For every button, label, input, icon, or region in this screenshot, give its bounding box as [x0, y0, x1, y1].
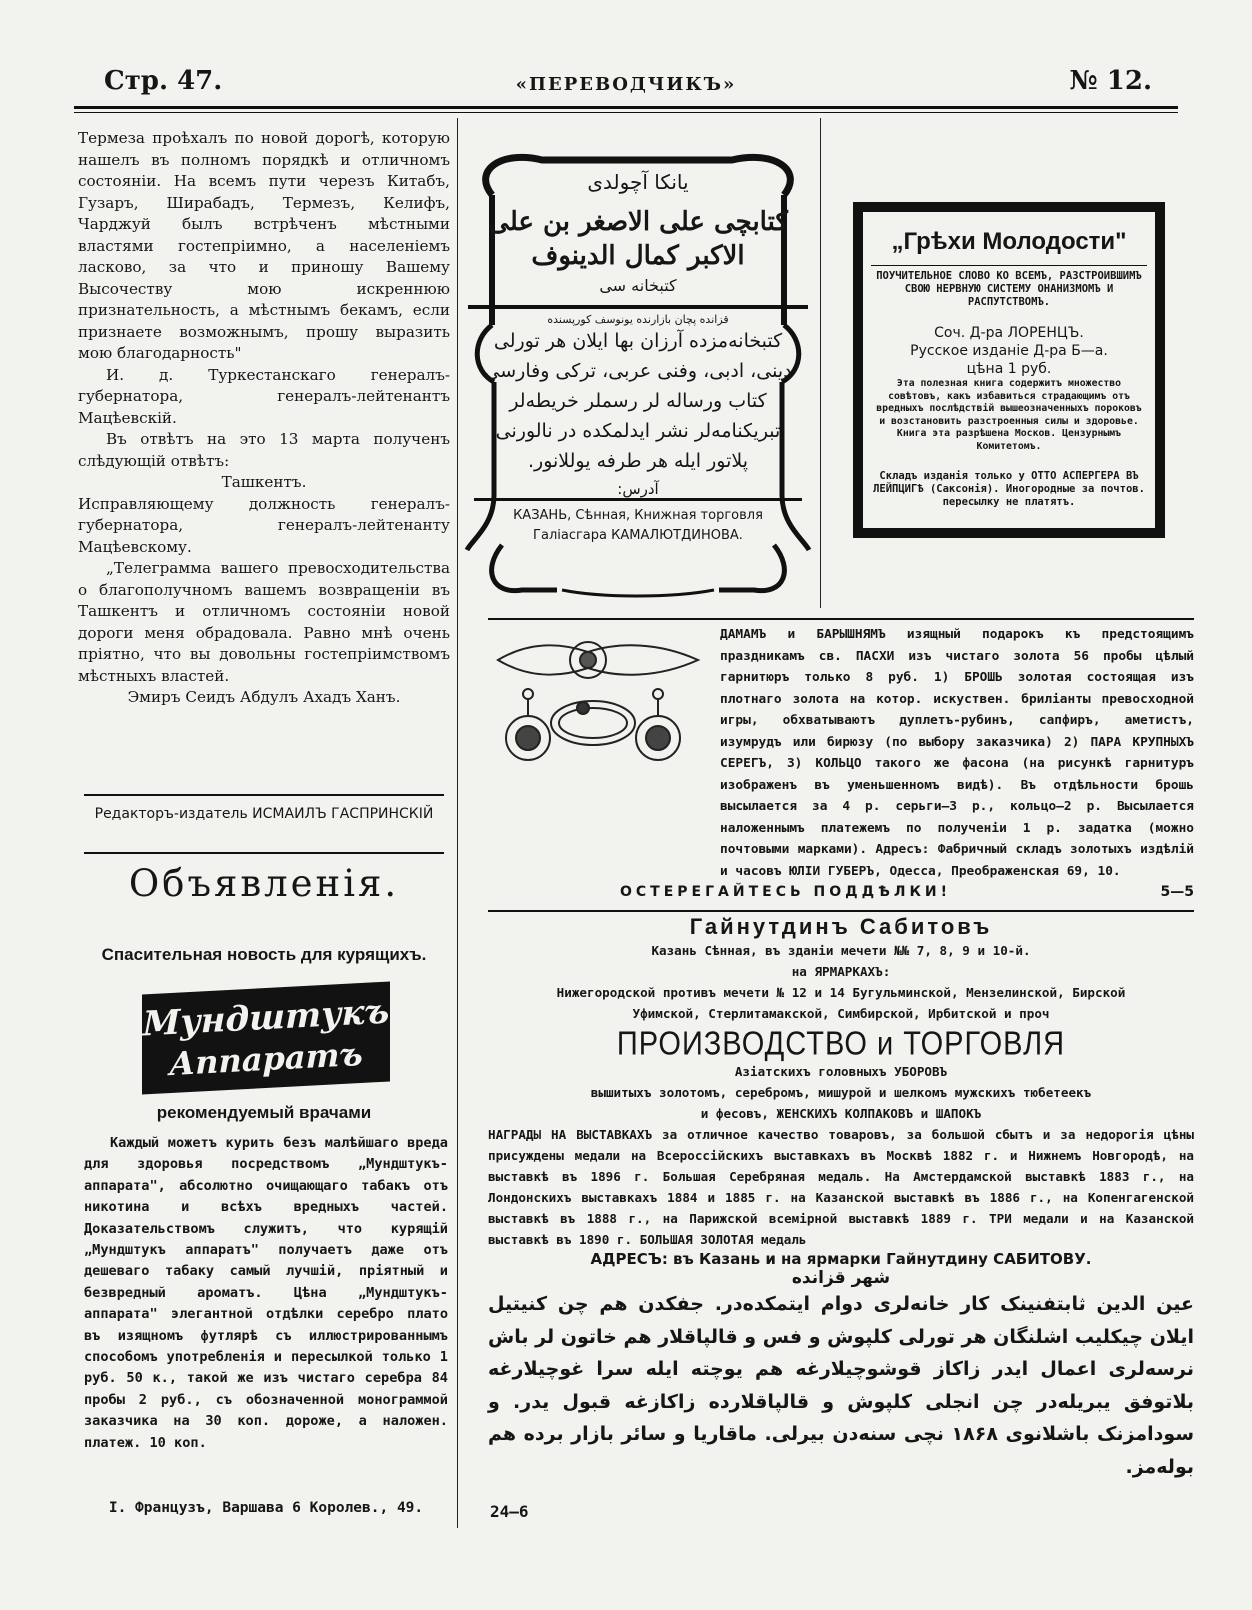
mundshtuk-text	[84, 1133, 448, 1454]
book-author-block	[863, 324, 1155, 378]
ad-counter: 24—6	[490, 1502, 529, 1521]
newspaper-title: «ПЕРЕВОДЧИКЪ»	[515, 74, 737, 95]
book-body: Эта полезная книга содержитъ множество совѣтовъ, какъ избавиться страдающимъ отъ вредныхъ послѣдствій вышеозначенныхъ пороковъ и возстановить разстроенныя силы и здоровье. Книга эта разрѣшена Москов. Цензурнымъ Комитетомъ.	[876, 378, 1142, 452]
header-rule-thin	[74, 112, 1178, 113]
telegram-text: „Телеграмма вашего превосходительства о благополучномъ вашемъ возвращеніи въ Ташкентъ и отличномъ состояніи новой дороги меня обрадовала. Равно мнѣ очень пріятно, что вы довольны гостепріимствомъ мѣстныхъ властей.	[78, 559, 450, 685]
logo-line: Аппаратъ	[169, 1034, 363, 1084]
address-line: Галіасгара КАМАЛЮТДИНОВА.	[533, 528, 743, 543]
sabitov-ad	[488, 914, 1194, 1483]
arabic-small: قزانده پچان بازارنده یونوسف کورپسنده	[547, 313, 729, 326]
book-title: „Грѣхи Молодости"	[891, 228, 1127, 255]
column-divider-right	[820, 118, 821, 608]
page-header	[100, 66, 1152, 100]
ad-line: Казань Сѣнная, въ зданіи мечети №№ 7, 8, 9 и 10-й.	[651, 943, 1031, 958]
ad-body: Каждый можетъ курить безъ малѣйшаго вреда для здоровья посредствомъ „Мундштукъ-аппарата", абсолютно очищающаго табакъ отъ никотина и всѣхъ вредныхъ частей. Доказательствомъ служитъ, что курящій „Мундштукъ аппаратъ" получаетъ даже отъ дешеваго табаку самый лучшій, пріятный и безвредный ароматъ. Цѣна „Мундштукъ-аппарата" элегантной отдѣлки серебро плато въ изящномъ футлярѣ съ иллюстрированнымъ способомъ употребленія и пересылкой только 1 руб. 50 к., такой же изъ чистаго серебра 84 пробы 2 руб., съ обозначенной монограммой заказчика на 30 коп. дороже, а наложен. платеж. 10 коп.	[84, 1135, 448, 1451]
jewelry-body: ДАМАМЪ и БАРЫШНЯМЪ изящный подарокъ къ предстоящимъ праздникамъ св. ПАСХИ изъ чистаго золота 56 пробы цѣлый гарнитюръ только 8 руб. 1) БРОШЬ золотая состоящая изъ плотнаго золота на котор. искуствен. бриліанты превосходной игры, обхватываютъ дуплетъ-рубинъ, сапфиръ, аметистъ, изумрудъ или бирюзу (по выбору заказчика) 2) ПАРА КРУПНЫХЪ СЕРЕГЪ, 3) КОЛЬЦО такого же фасона (на рисункѣ гарнитуръ изображенъ въ уменьшенномъ видѣ). Въ отдѣльности брошь высылается за 4 р. серьги—3 р., кольцо—2 р. Высылается наложеннымъ платежемъ по полученіи 1 р. задатка (можно почтовыми марками). Адресъ: Фабричный складъ золотыхъ издѣлій и часовъ ЮЛІИ ГУБЕРЪ, Одесса, Преображенская 69, 10.	[720, 627, 1194, 879]
logo-line: Мундштукъ	[142, 991, 390, 1045]
ad-line: Азіатскихъ головныхъ УБОРОВЪ	[734, 1064, 948, 1079]
column-divider	[457, 118, 458, 1528]
ad-line: на ЯРМАРКАХЪ:	[791, 964, 891, 979]
left-column-article	[78, 128, 450, 709]
divider	[84, 852, 444, 854]
mundshtuk-logo	[142, 982, 390, 1095]
merchant-name: Гайнутдинъ Сабитовъ	[689, 914, 993, 939]
ad-line: вышитыхъ золотомъ, серебромъ, мишурой и шелкомъ мужскихъ тюбетеекъ	[590, 1085, 1092, 1100]
arabic-line: دینی، ادبی، وفنی عربی، ترکی وفارسی	[484, 360, 792, 382]
bookshop-ad	[462, 150, 814, 605]
warning-line: ОСТЕРЕГАЙТЕСЬ ПОДДѢЛКИ!	[620, 884, 952, 900]
book-edition: Русское изданіе Д-ра Б—а.	[910, 343, 1108, 359]
page-number: Стр. 47.	[104, 66, 223, 96]
book-author: Соч. Д-ра ЛОРЕНЦЪ.	[934, 325, 1084, 341]
letter-text: Термеза проѣхалъ по новой дорогѣ, которую нашелъ въ полномъ порядкѣ и отличномъ состояніи. На всемъ пути черезъ Китабъ, Гузаръ, Ширабадъ, Термезъ, Келифъ, Чарджуй былъ встрѣченъ мѣстными властями гостепріимно, а населеніемъ ласково, за что и приношу Вашему Высочеству мою искреннюю признательность, а мѣстнымъ бекамъ, если признаете возможнымъ, прошу выразить мою благодарность"	[78, 129, 450, 362]
book-price: цѣна 1 руб.	[966, 361, 1052, 377]
arabic-line: تبریکنامه‌لر نشر ایدلمکده در نالورنی	[495, 420, 781, 442]
arabic-ad-text: عین الدین ثابتفنینک کار خانه‌لری دوام ایتمکده‌در. جفکدن هم چن کنیتیل ایلان چیکلیب اشلنگان هر تورلی کلپوش و فس و قالپاقلار هم خاتون لر باش نرسه‌لری اعمال ایدر زاکاز قوشوچیلارغه هم یوچته ایله سرا غوچیلارغه بلاتوفق یبریله‌در چن انجلی کلپوش و قالپاقلارده زاکازغه قبول یدر. و سودامزنک باشلانوی ۱۸۶۸ نچی سنه‌دن بیرلی. ماقاریا و سائر بازار برده هم بوله‌مز.	[488, 1293, 1194, 1478]
ads-heading: Объявленія.	[128, 862, 400, 905]
awards-text: НАГРАДЫ НА ВЫСТАВКАХЪ за отличное качество товаровъ, за большой сбытъ и за недорогія цѣны присуждены медали на Всероссійскихъ выставкахъ въ Москвѣ 1882 г. и Нижнемъ Новгородѣ, на выставкѣ въ 1896 г. Большая Серебряная медаль. На Амстердамской выставкѣ 1883 г., на Лондонскихъ выставкахъ 1884 и 1885 г. на Казанской выставкѣ въ 1886 г., на Копенгагенской выставкѣ въ 1888 г., на Парижской всемірной выставкѣ 1889 г. ТРИ медали и на Казанской выставкѣ въ 1890 г. БОЛЬШАЯ ЗОЛОТАЯ медаль	[488, 1127, 1194, 1247]
arabic-shop: کتبخانه سی	[599, 276, 677, 295]
divider	[871, 265, 1147, 266]
ad-line: и фесовъ, ЖЕНСКИХЪ КОЛПАКОВЪ и ШАПОКЪ	[700, 1106, 982, 1121]
city-arabic: شهر قزانده	[791, 1268, 891, 1288]
emir-signature: Эмиръ Сеидъ Абдулъ Ахадъ Ханъ.	[127, 688, 401, 706]
ad-line: Уфимской, Стерлитамакской, Симбирской, Ирбитской и проч	[632, 1006, 1050, 1021]
editor-line: Редакторъ-издатель ИСМАИЛЪ ГАСПРИНСКІЙ	[94, 806, 434, 822]
divider	[488, 618, 1194, 620]
production-heading: ПРОИЗВОДСТВО и ТОРГОВЛЯ	[616, 1025, 1066, 1063]
arabic-line: کتاب ورساله لر رسملر خریطه‌لر	[509, 390, 767, 412]
ad-counter: 5—5	[1160, 884, 1194, 900]
arabic-heading: یانکا آچولدی	[587, 170, 689, 194]
header-rule	[74, 106, 1178, 109]
letter-signature: И. д. Туркестанскаго генералъ-губернатора, генералъ-лейтенантъ Мацѣевскій.	[78, 365, 450, 427]
reply-city: Ташкентъ.	[221, 473, 307, 491]
arabic-calligraphy: کتابچی علی الاصغر بن علی الاکبر کمال الدینوف	[488, 207, 788, 271]
book-stock: Складъ изданія только у ОТТО АСПЕРГЕРА ВЪ ЛЕЙПЦИГѢ (Саксонія). Иногородные за почтов. пересылку не платятъ.	[873, 470, 1145, 508]
issue-number: № 12.	[1069, 66, 1152, 96]
divider	[488, 910, 1194, 912]
reply-intro: Въ отвѣтъ на это 13 марта полученъ слѣдующій отвѣтъ:	[78, 430, 450, 470]
arabic-line: پلاتور ایله هر طرفه یوللانور.	[527, 450, 749, 472]
merchant-address: АДРЕСЪ: въ Казань и на ярмарки Гайнутдину САБИТОВУ.	[590, 1250, 1092, 1268]
recommended-line: рекомендуемый врачами	[156, 1103, 372, 1122]
mundshtuk-address: І. Французъ, Варшава 6 Королев., 49.	[108, 1500, 424, 1516]
book-subtitle: ПОУЧИТЕЛЬНОЕ СЛОВО КО ВСЕМЪ, РАЗСТРОИВШИМЪ СВОЮ НЕРВНУЮ СИСТЕМУ ОНАНИЗМОМЪ И РАСПУТСТВОМЪ.	[876, 270, 1142, 308]
ad-line: Нижегородской противъ мечети № 12 и 14 Бугульминской, Мензелинской, Бирской	[556, 985, 1126, 1000]
arabic-line: کتبخانه‌مزده آرزان بها ایلان هر تورلی	[493, 330, 783, 352]
reply-addressee: Исправляющему должность генералъ-губернатора, генералъ-лейтенанту Мацѣевскому.	[78, 494, 450, 556]
book-ad-box	[853, 202, 1165, 538]
divider	[84, 794, 444, 796]
address-line: КАЗАНЬ, Сѣнная, Книжная торговля	[513, 508, 763, 523]
ad-lead: Спасительная новость для курящихъ.	[101, 945, 427, 964]
address-label-ar: آدرس:	[617, 480, 659, 498]
jewelry-ad-text	[488, 624, 1194, 882]
